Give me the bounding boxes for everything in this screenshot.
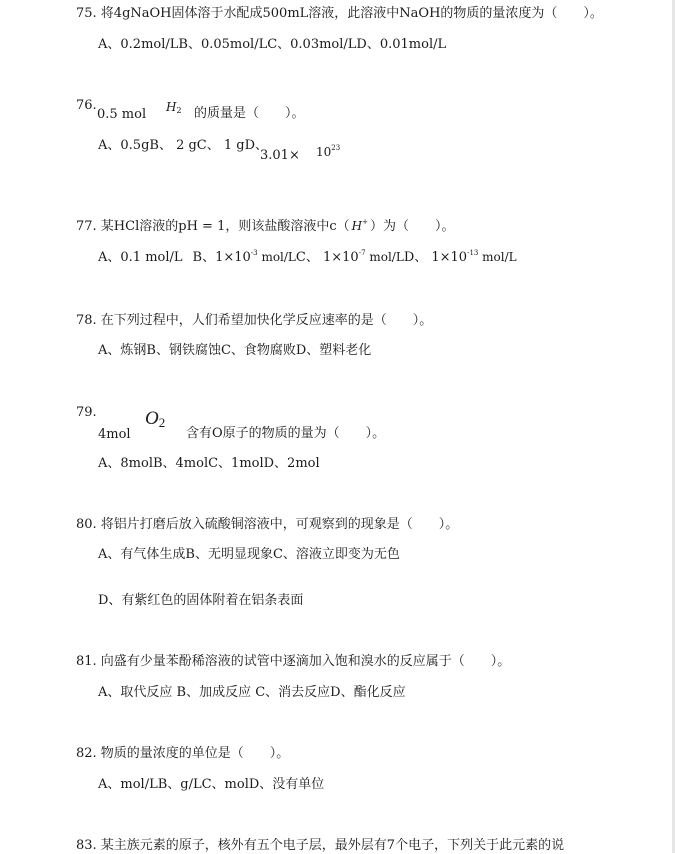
question-76-stem-tail: 的质量是（ ）。 [194, 106, 305, 121]
question-79-stem-tail: 含有O原子的物质的量为（ ）。 [186, 426, 386, 441]
question-75-stem: 75. 将4gNaOH固体溶于水配成500mL溶液，此溶液中NaOH的物质的量浓度为（ ）。 [76, 6, 603, 21]
question-76-amount: 0.5 mol [97, 107, 147, 122]
question-81-stem: 81. 向盛有少量苯酚稀溶液的试管中逐滴加入饱和溴水的反应属于（ ）。 [76, 654, 511, 669]
question-75-options: A、0.2mol/LB、0.05mol/LC、0.03mol/LD、0.01mol/L [98, 37, 447, 52]
question-79-options: A、8molB、4molC、1molD、2mol [98, 456, 320, 471]
question-82-options: A、mol/LB、g/LC、molD、没有单位 [98, 777, 325, 792]
question-79-formula: $O_2$ [145, 408, 166, 430]
question-82-stem: 82. 物质的量浓度的单位是（ ）。 [76, 746, 290, 761]
question-76-option-d-power: $10^{23}$ [316, 144, 341, 159]
question-79-number: 79. [76, 405, 97, 420]
question-80-option-d: D、有紫红色的固体附着在铝条表面 [98, 593, 304, 608]
question-83-stem: 83. 某主族元素的原子，核外有五个电子层，最外层有7个电子，下列关于此元素的说 [76, 838, 565, 853]
question-77-stem: 77. 某HCl溶液的pH = 1，则该盐酸溶液中c（ H+ ）为（ ）。 [76, 218, 455, 234]
question-76-option-d: 3.01× [260, 148, 300, 163]
question-76-formula: $H_2$ [166, 100, 182, 115]
question-80-options: A、有气体生成B、无明显现象C、溶液立即变为无色 [98, 547, 400, 562]
question-78-stem: 78. 在下列过程中，人们希望加快化学反应速率的是（ ）。 [76, 313, 433, 328]
question-77-options: A、0.1 mol/L B、$1\times 10^{-3}$ mol/LC、 $1\times 10^{-7}$ mol/LD、 $1\times 10^{-13}$ mol/L [98, 249, 517, 265]
question-80-stem: 80. 将铝片打磨后放入硫酸铜溶液中，可观察到的现象是（ ）。 [76, 517, 459, 532]
question-78-options: A、炼钢B、钢铁腐蚀C、食物腐败D、塑料老化 [98, 343, 372, 358]
question-76-options: A、0.5gB、 2 gC、 1 gD、 [98, 138, 269, 153]
question-76-number: 76. [76, 98, 97, 113]
question-81-options: A、取代反应 B、加成反应 C、消去反应D、酯化反应 [98, 685, 406, 700]
question-79-amount: 4mol [98, 427, 131, 442]
